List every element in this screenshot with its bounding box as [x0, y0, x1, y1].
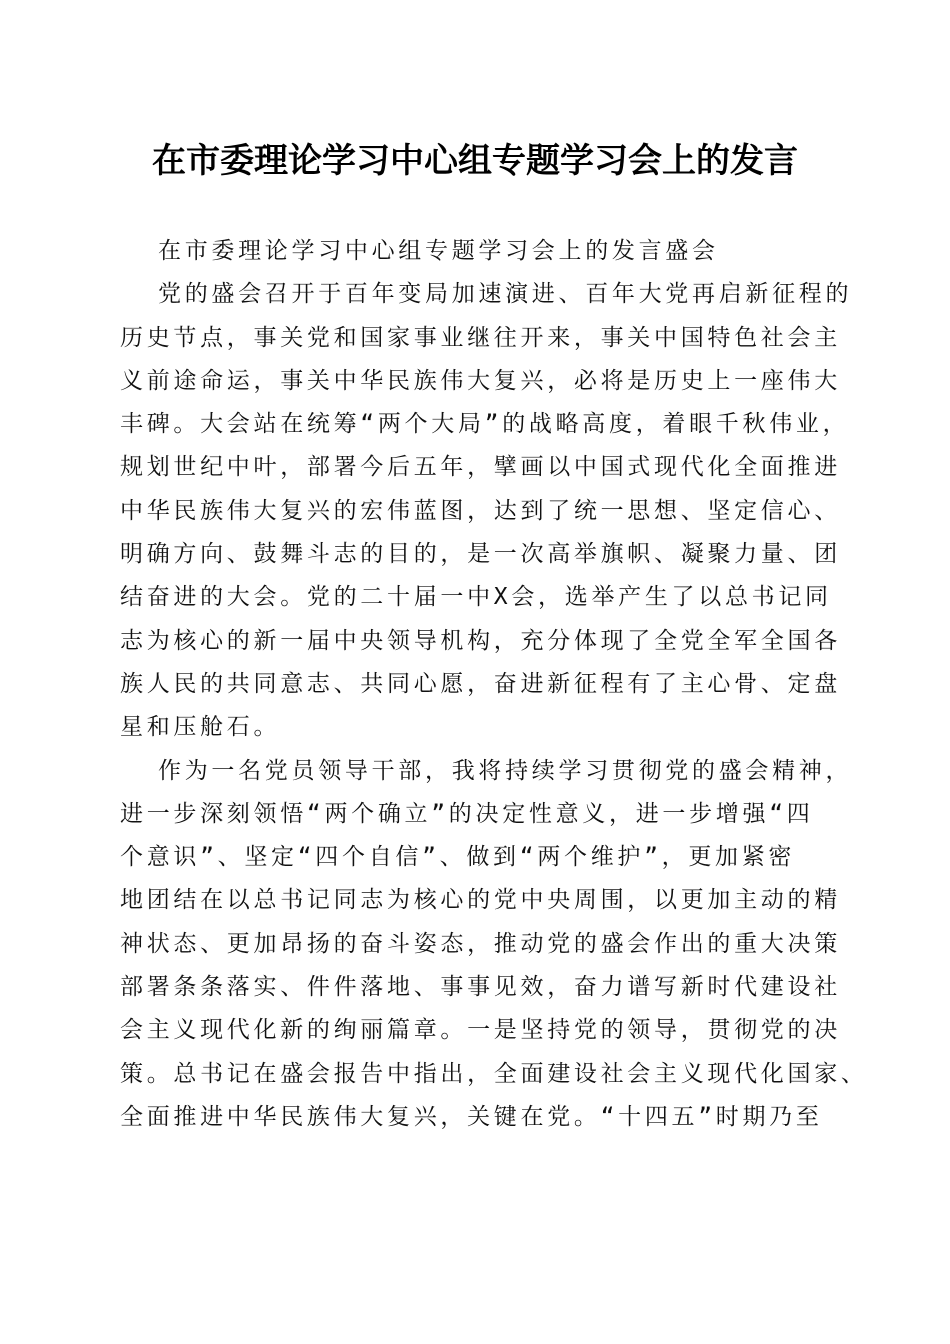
paragraph-line: 义前途命运，事关中华民族伟大复兴，必将是历史上一座伟大 [120, 367, 841, 394]
paragraph-line: 党的盛会召开于百年变局加速演进、百年大党再启新征程的 [158, 281, 853, 308]
paragraph-line: 族人民的共同意志、共同心愿，奋进新征程有了主心骨、定盘 [120, 670, 841, 697]
paragraph-line: 中华民族伟大复兴的宏伟蓝图，达到了统一思想、坚定信心、 [120, 497, 841, 524]
paragraph-line: 志为核心的新一届中央领导机构，充分体现了全党全军全国各 [120, 627, 841, 654]
paragraph-line: 丰碑。大会站在统筹“两个大局”的战略高度，着眼千秋伟业， [120, 411, 850, 438]
subtitle-line: 在市委理论学习中心组专题学习会上的发言盛会 [158, 238, 719, 264]
document-title: 在市委理论学习中心组专题学习会上的发言 [152, 141, 798, 181]
paragraph-line: 地团结在以总书记同志为核心的党中央周围，以更加主动的精 [120, 887, 841, 914]
document-body [120, 230, 868, 1139]
paragraph-line: 策。总书记在盛会报告中指出，全面建设社会主义现代化国家、 [120, 1060, 868, 1087]
paragraph-line: 作为一名党员领导干部，我将持续学习贯彻党的盛会精神， [158, 757, 853, 784]
paragraph-line: 会主义现代化新的绚丽篇章。一是坚持党的领导，贯彻党的决 [120, 1017, 841, 1044]
paragraph-line: 部署条条落实、件件落地、事事见效，奋力谱写新时代建设社 [120, 974, 841, 1001]
paragraph-line: 进一步深刻领悟“两个确立”的决定性意义，进一步增强“四 [120, 800, 814, 827]
paragraph-line: 规划世纪中叶，部署今后五年，擘画以中国式现代化全面推进 [120, 454, 841, 481]
paragraph-line: 历史节点，事关党和国家事业继往开来，事关中国特色社会主 [120, 324, 841, 351]
paragraph-line: 明确方向、鼓舞斗志的目的，是一次高举旗帜、凝聚力量、团 [120, 541, 841, 568]
paragraph-line: 结奋进的大会。党的二十届一中X会，选举产生了以总书记同 [120, 584, 832, 611]
paragraph-line: 个意识”、坚定“四个自信”、做到“两个维护”，更加紧密 [120, 844, 796, 871]
paragraph-line: 星和压舱石。 [120, 714, 281, 741]
paragraph-line: 神状态、更加昂扬的奋斗姿态，推动党的盛会作出的重大决策 [120, 930, 841, 957]
paragraph-line: 全面推进中华民族伟大复兴，关键在党。“十四五”时期乃至 [120, 1103, 823, 1130]
